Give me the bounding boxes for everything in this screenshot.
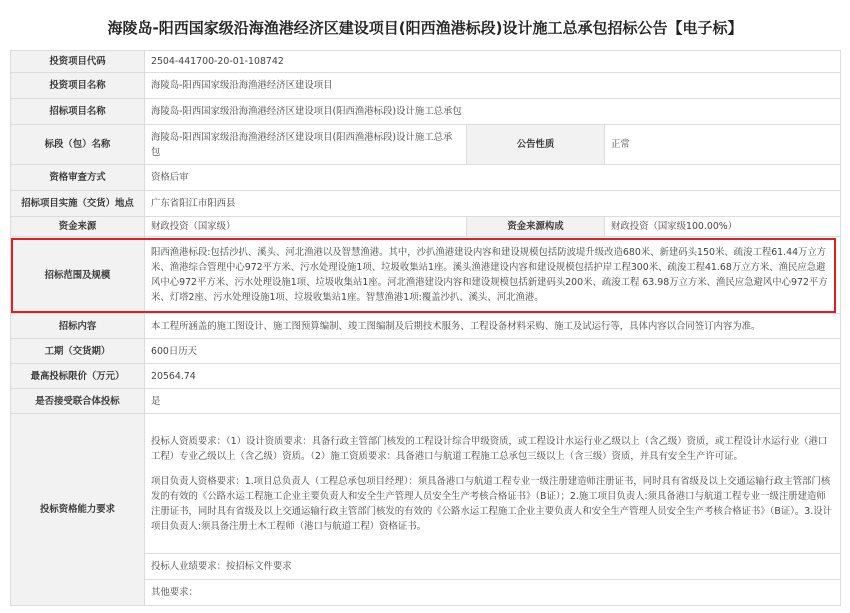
tender-content-label: 招标内容: [11, 314, 145, 339]
tender-content-value: 本工程所涵盖的施工图设计、施工图预算编制、竣工图编制及后期技术服务、工程设备材料采购、施工及试运行等，具体内容以合同签订内容为准。: [145, 314, 841, 339]
qualification-method-value: 资格后审: [145, 165, 841, 191]
announcement-nature-value: 正常: [605, 125, 841, 165]
table-row: [11, 99, 841, 125]
table-row: [11, 414, 841, 554]
bidder-qualification-requirements: [145, 414, 841, 554]
qualification-paragraph: 投标人资质要求：（1）设计资质要求：具备行政主管部门核发的工程设计综合甲级资质，或工程设计水运行业乙级以上（含乙级）资质，或工程设计水运行业（港口工程）专业乙级以上（含乙级）资质。（2）施工资质要求：具备港口与航道工程施工总承包三级以上（含三级）资质，并具有安全生产许可证。: [151, 435, 828, 462]
max-price-value: 20564.74: [145, 364, 841, 389]
duration-label: 工期（交货期）: [11, 339, 145, 364]
qualification-method-label: 资格审查方式: [11, 165, 145, 191]
location-value: 广东省阳江市阳西县: [145, 191, 841, 217]
consortium-label: 是否接受联合体投标: [11, 389, 145, 414]
max-price-label: 最高投标限价（万元）: [11, 364, 145, 389]
page-title: 海陵岛-阳西国家级沿海渔港经济区建设项目(阳西渔港标段)设计施工总承包招标公告【电子标】: [107, 19, 743, 37]
table-row: [11, 364, 841, 389]
project-code-label: 投资项目代码: [11, 51, 145, 73]
duration-value: 600日历天: [145, 339, 841, 364]
tender-info-table: [10, 50, 841, 606]
table-row: [11, 125, 841, 165]
tender-project-name-label: 招标项目名称: [11, 99, 145, 125]
scope-label: 招标范围及规模: [11, 237, 145, 314]
table-row: [11, 191, 841, 217]
project-name-value: 海陵岛-阳西国家级沿海渔港经济区建设项目: [145, 73, 841, 99]
manager-qualification-paragraph: 项目负责人资格要求：1.项目总负责人（工程总承包项目经理）：须具备港口与航道工程专业一级注册建造师注册证书，同时具有省级及以上交通运输行政主管部门核发的有效的《公路水运工程施工企业主要负责人和安全生产管理人员安全生产考核合格证书》（B证）；2.施工项目负责人:须具备港口与航道工程专业一级注册建造师注册证书，同时具有省级及以上交通运输行政主管部门核发的有效的《公路水运工程施工企业主要负责人和安全生产管理人员安全生产考核合格证书》（B证）。3.设计项目负责人:须具备注册土木工程师（港口与航道工程）资格证书。: [151, 475, 832, 532]
table-row: [11, 51, 841, 73]
table-row: [11, 314, 841, 339]
tender-project-name-value: 海陵岛-阳西国家级沿海渔港经济区建设项目(阳西渔港标段)设计施工总承包: [145, 99, 841, 125]
consortium-value: 是: [145, 389, 841, 414]
table-row: [11, 389, 841, 414]
funding-composition-label: 资金来源构成: [467, 217, 605, 237]
section-name-value: 海陵岛-阳西国家级沿海渔港经济区建设项目(阳西渔港标段)设计施工总承包: [145, 125, 467, 165]
funding-source-value: 财政投资（国家级）: [145, 217, 467, 237]
other-requirements: 其他要求：: [145, 580, 841, 606]
section-name-label: 标段（包）名称: [11, 125, 145, 165]
funding-source-label: 资金来源: [11, 217, 145, 237]
table-row: [11, 339, 841, 364]
announcement-nature-label: 公告性质: [467, 125, 605, 165]
table-row: [11, 237, 841, 314]
location-label: 招标项目实施（交货）地点: [11, 191, 145, 217]
table-row: [11, 217, 841, 237]
funding-composition-value: 财政投资（国家级100.00%）: [605, 217, 841, 237]
project-name-label: 投资项目名称: [11, 73, 145, 99]
scope-value: 阳西渔港标段:包括沙扒、溪头、河北渔港以及智慧渔港。其中，沙扒渔港建设内容和建设规模包括防波堤升级改造680米、新建码头150米、疏浚工程61.44万立方米、渔港综合管理中心972平方米、污水处理设施1项、垃圾收集站1座。溪头渔港建设内容和建设规模包括护岸工程300米、疏浚工程41.68万立方米、渔民应急避风中心972平方米、污水处理设施1项、垃圾收集站1座。河北渔港建设内容和建设规模包括新建码头200米、疏浚工程 63.98万立方米、渔民应急避风中心972平方米、灯塔2座、污水处理设施1项、垃圾收集站1座。智慧渔港1项:覆盖沙扒、溪头、河北渔港。: [145, 237, 841, 314]
table-row: [11, 165, 841, 191]
bidder-qualification-label: 投标资格能力要求: [11, 414, 145, 606]
performance-requirement: 投标人业绩要求：按招标文件要求: [145, 554, 841, 580]
table-row: [11, 73, 841, 99]
project-code-value: 2504-441700-20-01-108742: [145, 51, 841, 73]
